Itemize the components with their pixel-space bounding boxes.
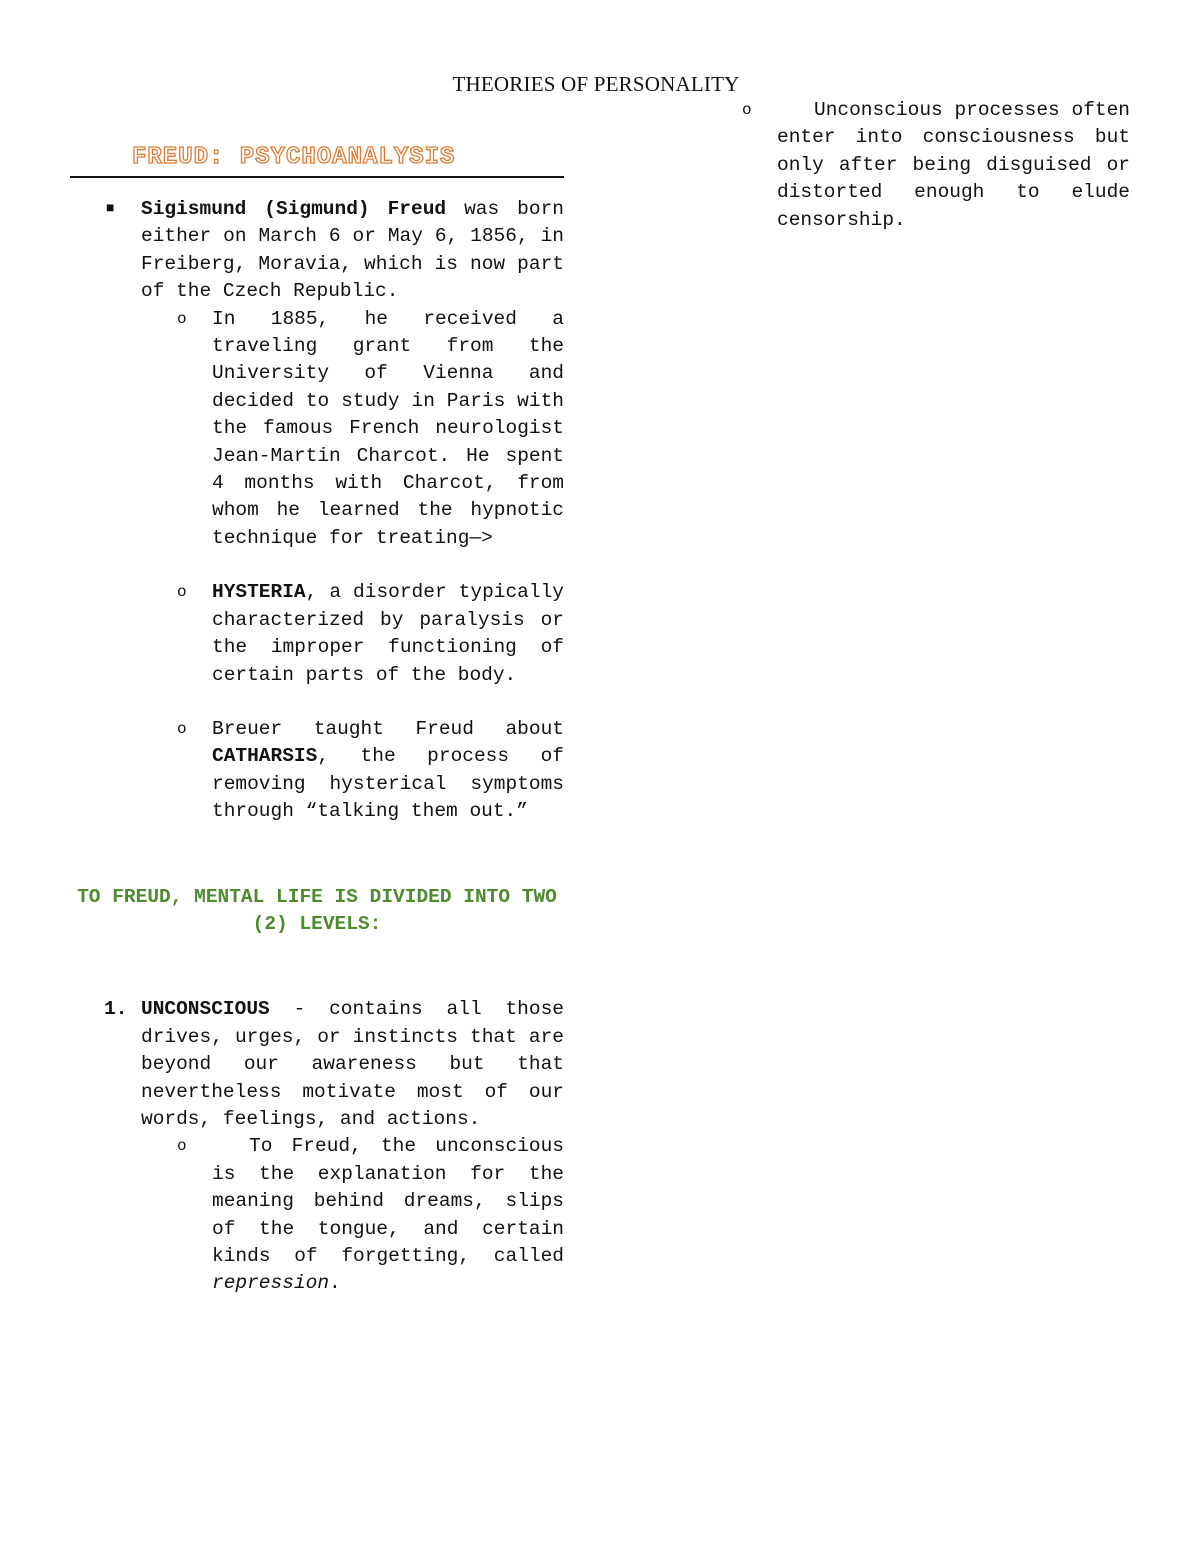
unconscious-text: - contains all those drives, urges, or instincts that are beyond our awareness but that nevertheless motivate most of our words, feelings, and actions.	[141, 998, 564, 1130]
sub-item-censorship	[742, 97, 1130, 234]
circle-bullet-icon: o	[177, 1137, 187, 1156]
circle-bullet-icon: o	[177, 719, 187, 738]
square-bullet-icon: ■	[106, 201, 115, 217]
catharsis-text: , the process of removing hysterical symptoms through “talking them out.”	[212, 745, 564, 823]
sub-item-paris-grant	[177, 306, 564, 553]
page-title: THEORIES OF PERSONALITY	[452, 72, 740, 96]
circle-bullet-icon: o	[177, 583, 187, 602]
section-heading: FREUD: PSYCHOANALYSIS	[132, 144, 456, 171]
hysteria-term: HYSTERIA	[212, 581, 306, 604]
left-column	[70, 140, 564, 1298]
circle-bullet-icon: o	[177, 309, 187, 328]
sub-item-hysteria	[177, 579, 564, 689]
repression-end: .	[329, 1272, 341, 1295]
catharsis-term: CATHARSIS	[212, 745, 318, 768]
repression-term: repression	[212, 1272, 330, 1295]
bullet-item-freud-birth	[106, 196, 564, 306]
catharsis-intro: Breuer taught Freud about	[212, 717, 564, 740]
numbered-item-unconscious	[104, 996, 564, 1133]
sub-item-catharsis	[177, 716, 564, 826]
right-column	[740, 97, 1130, 234]
circle-bullet-icon: o	[742, 101, 752, 119]
repression-text: To Freud, the unconscious is the explanation for the meaning behind dreams, slips of the tongue, and certain kinds of forgetting, called	[212, 1135, 564, 1267]
heading-divider	[70, 176, 564, 178]
freud-birth-text: was born either on March 6 or May 6, 1856, in Freiberg, Moravia, which is now part of the Czech Republic.	[141, 198, 564, 303]
hysteria-text: , a disorder typically characterized by paralysis or the improper functioning of certain parts of the body.	[212, 581, 564, 686]
unconscious-term: UNCONSCIOUS	[141, 998, 270, 1021]
levels-heading: TO FREUD, MENTAL LIFE IS DIVIDED INTO TWO (2) LEVELS:	[77, 885, 557, 935]
paris-grant-text: In 1885, he received a traveling grant from the University of Vienna and decided to study in Paris with the famous French neurologist Jean-Martin Charcot. He spent 4 months with Charcot, from whom he learned the hypnotic technique for treating—>	[212, 307, 564, 549]
sub-item-repression	[177, 1133, 564, 1297]
freud-name: Sigismund (Sigmund) Freud	[141, 198, 447, 220]
censorship-text: Unconscious processes often enter into consciousness but only after being disguised or distorted enough to elude censorship.	[777, 99, 1130, 231]
item-number: 1.	[104, 998, 128, 1021]
